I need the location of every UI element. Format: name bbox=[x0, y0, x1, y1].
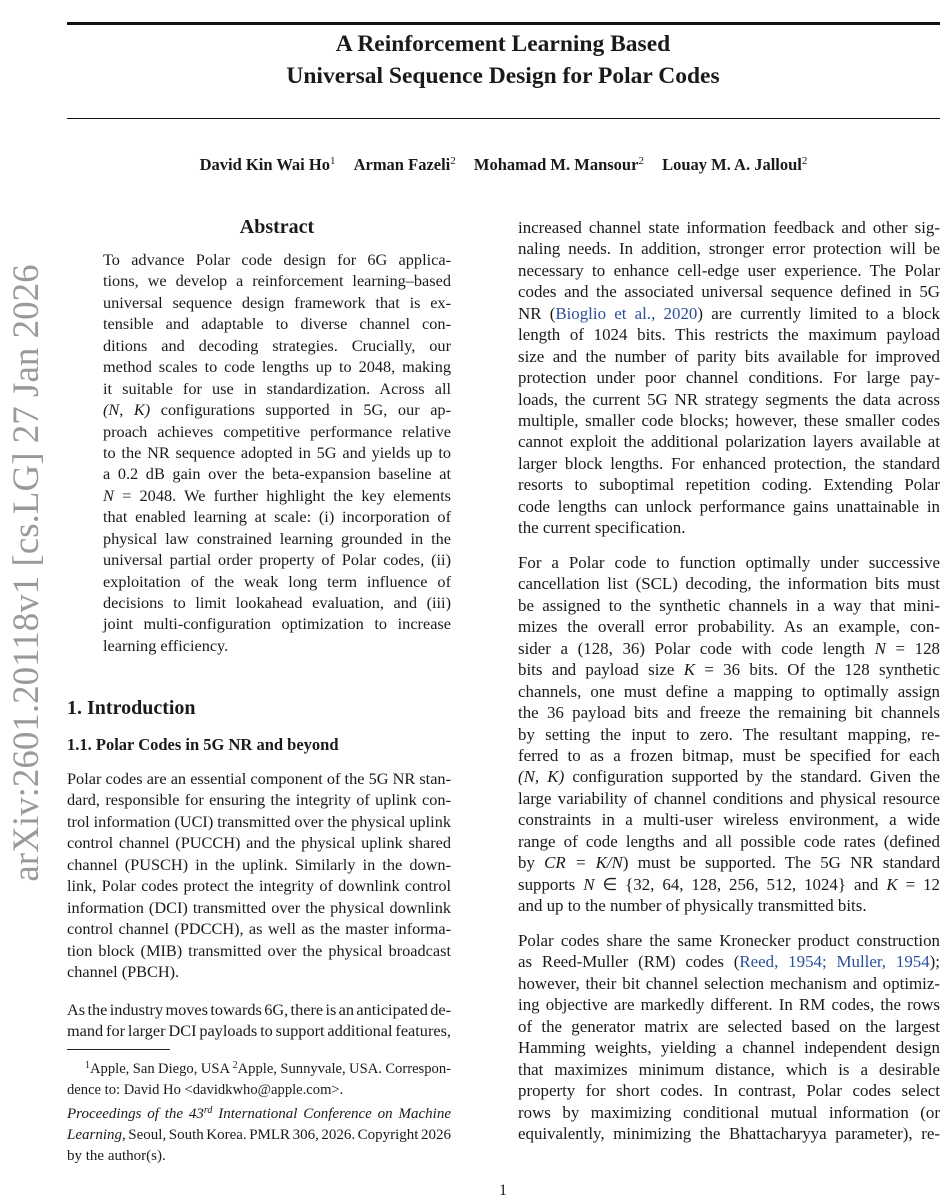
text-line: physical law constrained learning grounded in the bbox=[103, 528, 451, 548]
proceedings-italic: Learning bbox=[67, 1127, 123, 1143]
text-segment: supports bbox=[518, 874, 584, 894]
text-segment: NR ( bbox=[518, 303, 556, 323]
text-segment: ) are currently limited to a block bbox=[697, 303, 940, 323]
text-line bbox=[518, 874, 940, 895]
proceedings-italic: International Conference on Machine bbox=[212, 1106, 451, 1122]
paper-title-line-2: Universal Sequence Design for Polar Codes bbox=[286, 63, 720, 89]
text-line bbox=[518, 852, 940, 873]
text-segment: configuration supported by the standard. Given the bbox=[564, 767, 940, 787]
intro-paragraph-3 bbox=[518, 552, 940, 916]
text-line: that maximizes minimum distance, which is a desirable bbox=[518, 1059, 940, 1079]
intro-paragraph-4 bbox=[518, 930, 940, 1144]
text-line: and up to the number of physically transmitted bits. bbox=[518, 896, 867, 915]
text-line: cannot exploit the additional polarization layers available at bbox=[518, 432, 940, 452]
abstract-heading: Abstract bbox=[239, 216, 315, 238]
text-segment: method scales to code lengths up to 2048, making bbox=[103, 357, 451, 377]
text-line: loads, the current 5G NR strategy segments the data across bbox=[518, 389, 940, 409]
text-line: the 36 payload bits and freeze the remaining bit channels bbox=[518, 703, 940, 723]
title-bottom-rule bbox=[67, 118, 940, 119]
intro-paragraph-1 bbox=[67, 768, 451, 982]
affiliation-mark: 2 bbox=[450, 155, 456, 167]
proceedings-italic: Proceedings of the 43 bbox=[67, 1106, 204, 1122]
text-line: joint multi-configuration optimization to increase bbox=[103, 614, 451, 634]
intro-paragraph-2-continued bbox=[518, 217, 940, 539]
text-line bbox=[518, 638, 940, 659]
text-line: naling needs. In addition, stronger error protection will be bbox=[518, 239, 940, 259]
math-expression: N bbox=[874, 638, 886, 658]
author-name: Louay M. A. Jalloul bbox=[662, 155, 802, 174]
text-line: of the generator matrix are selected based on the largest bbox=[518, 1016, 940, 1036]
text-line: equivalently, minimizing the Bhattacharyya parameter), re- bbox=[518, 1123, 940, 1143]
text-line: proach achieves competitive performance relative bbox=[103, 421, 451, 441]
footnote-line bbox=[67, 1059, 451, 1080]
text-line: mizes the overall error probability. As an example, con- bbox=[518, 617, 940, 637]
abstract-body bbox=[103, 249, 451, 656]
author bbox=[474, 155, 644, 174]
text-line: Hamming weights, yielding a channel independent design bbox=[518, 1038, 940, 1058]
text-line: protection under poor channel conditions. For large pay- bbox=[518, 368, 940, 388]
text-line: For a Polar code to function optimally under successive bbox=[518, 553, 940, 572]
text-line: universal sequence design framework that is ex- bbox=[103, 292, 451, 312]
math-expression: K bbox=[683, 660, 696, 680]
text-line: by setting the input to zero. The resultant mapping, re- bbox=[518, 724, 940, 744]
text-segment: ); bbox=[929, 952, 940, 972]
text-line: control channel (PUCCH) and the physical uplink shared bbox=[67, 833, 451, 853]
text-line bbox=[103, 399, 451, 420]
text-line: ditions and decoding strategies. Crucially, our bbox=[103, 335, 451, 355]
text-segment: sider a (128, 36) Polar code with code length bbox=[518, 638, 875, 658]
text-line: necessary to enhance cell-edge user experience. The Polar bbox=[518, 260, 940, 280]
arxiv-identifier: arXiv:2601.20118v1 [cs.LG] 27 Jan 2026 bbox=[6, 264, 47, 882]
ordinal-suffix: rd bbox=[203, 1105, 213, 1116]
footnote-rule bbox=[67, 1049, 170, 1050]
text-line: length of 1024 bits. This restricts the maximum payload bbox=[518, 325, 940, 345]
math-expression: (N, K) bbox=[103, 400, 151, 420]
author-name: Arman Fazeli bbox=[353, 155, 451, 174]
math-expression: N bbox=[583, 874, 595, 894]
text-line: constraints in a multi-user wireless environment, a wide bbox=[518, 810, 940, 830]
math-expression: K bbox=[886, 874, 898, 894]
text-line: rows by maximizing conditional mutual information (or bbox=[518, 1102, 940, 1122]
text-segment: as Reed-Muller (RM) codes ( bbox=[518, 952, 740, 972]
text-line: learning efficiency. bbox=[103, 635, 229, 655]
text-line: channel (PUSCH) in the uplink. Similarly in the down- bbox=[67, 854, 451, 874]
text-line: To advance Polar code design for 6G applica- bbox=[103, 250, 451, 269]
text-line: ferred to as a frozen bitmap, must be specified for each bbox=[518, 745, 940, 765]
proceedings-line: by the author(s). bbox=[67, 1148, 166, 1164]
text-line: range of code lengths and all possible code rates (defined bbox=[518, 831, 940, 851]
author-name: David Kin Wai Ho bbox=[199, 155, 330, 174]
proceedings-text: , Seoul, South Korea. PMLR 306, 2026. Copyright 2026 bbox=[122, 1127, 451, 1143]
author bbox=[354, 155, 456, 174]
author-name: Mohamad M. Mansour bbox=[473, 155, 639, 174]
text-line: ing objective are markedly different. In RM codes, the rows bbox=[518, 995, 940, 1015]
text-line: As the industry moves towards 6G, there is an anticipated de- bbox=[67, 1000, 451, 1019]
author-list bbox=[67, 155, 940, 175]
text-line: decisions to limit lookahead evaluation, and (iii) bbox=[103, 593, 451, 612]
author bbox=[662, 155, 807, 174]
section-heading-introduction: 1. Introduction bbox=[67, 697, 196, 719]
text-line: exploitation of the weak long term influence of bbox=[103, 571, 451, 591]
text-segment: by bbox=[518, 853, 545, 873]
math-expression: N bbox=[103, 485, 114, 505]
text-segment: = 12 bbox=[897, 874, 940, 894]
text-line: the current specification. bbox=[518, 518, 686, 538]
text-segment: ∈ {32, 64, 128, 256, 512, 1024} and bbox=[594, 874, 887, 894]
paper-title-line-1: A Reinforcement Learning Based bbox=[335, 31, 671, 57]
affiliation-mark: 2 bbox=[801, 155, 808, 167]
page-number: 1 bbox=[499, 1182, 507, 1199]
text-line: tions, we develop a reinforcement learning–based bbox=[103, 271, 451, 291]
text-line: Polar codes are an essential component of the 5G NR stan- bbox=[67, 769, 451, 788]
text-line: it suitable for use in standardization. Across all bbox=[103, 378, 451, 398]
text-line: larger block lengths. For enhanced protection, the standard bbox=[518, 453, 940, 473]
text-line: tion block (MIB) transmitted over the physical broadcast bbox=[67, 940, 451, 960]
text-segment: = 128 bbox=[885, 638, 941, 658]
text-segment: configurations supported in 5G, our ap- bbox=[150, 400, 451, 420]
text-line: dard, responsible for ensuring the integrity of uplink con- bbox=[67, 790, 451, 810]
text-line bbox=[518, 303, 940, 324]
text-line: however, their bit channel selection mechanism and optimiz- bbox=[518, 973, 940, 993]
intro-paragraph-2 bbox=[67, 999, 451, 1042]
footnote-mark: 2 bbox=[232, 1060, 238, 1071]
proceedings-line bbox=[67, 1125, 451, 1146]
text-line bbox=[103, 485, 451, 506]
text-line: property for short codes. In contrast, Polar codes select bbox=[518, 1081, 940, 1101]
text-line: be assigned to the synthetic channels in a way that mini- bbox=[518, 595, 940, 615]
text-segment: bits and payload size bbox=[518, 660, 684, 680]
author bbox=[200, 155, 336, 174]
text-line: mand for larger DCI payloads to support additional features, bbox=[67, 1021, 451, 1041]
text-line: size and the number of parity bits available for improved bbox=[518, 346, 940, 366]
text-line bbox=[518, 766, 940, 787]
top-rule bbox=[67, 22, 940, 25]
text-line: tensible and adaptable to diverse channel con- bbox=[103, 314, 451, 334]
proceedings-line bbox=[67, 1104, 451, 1125]
text-line: control channel (PDCCH), as well as the master informa- bbox=[67, 919, 451, 939]
text-line bbox=[518, 951, 940, 972]
text-line: to the NR sequence adopted in 5G and yields up to bbox=[103, 442, 451, 462]
text-line: universal partial order property of Polar codes, (ii) bbox=[103, 550, 451, 570]
text-line: channels, one must define a mapping to optimally assign bbox=[518, 681, 940, 701]
affiliation-text: Apple, Sunnyvale, USA. Correspon- bbox=[237, 1061, 451, 1077]
text-line: large variability of channel conditions and physical resource bbox=[518, 788, 940, 808]
text-line: that enabled learning at scale: (i) incorporation of bbox=[103, 507, 451, 527]
text-line: a 0.2 dB gain over the beta-expansion baseline at bbox=[103, 464, 451, 484]
subsection-heading: 1.1. Polar Codes in 5G NR and beyond bbox=[67, 735, 339, 754]
citation-link[interactable]: Reed, 1954; Muller, 1954 bbox=[739, 952, 930, 972]
citation-link[interactable]: Bioglio et al., 2020 bbox=[555, 303, 698, 323]
text-line bbox=[103, 356, 451, 377]
text-line: increased channel state information feedback and other sig- bbox=[518, 218, 940, 237]
text-line: link, Polar codes protect the integrity of downlink control bbox=[67, 876, 451, 896]
affiliation-text: Apple, San Diego, USA bbox=[90, 1061, 233, 1077]
text-line: multiple, smaller code blocks; however, these smaller codes bbox=[518, 410, 940, 430]
text-line: code lengths can unlock performance gains unattainable in bbox=[518, 496, 940, 516]
math-expression: (N, K) bbox=[518, 767, 565, 787]
text-segment: ) must be supported. The 5G NR standard bbox=[622, 853, 941, 873]
text-line: channel (PBCH). bbox=[67, 961, 180, 981]
text-line: Polar codes share the same Kronecker product construction bbox=[518, 931, 940, 950]
math-expression: CR = K/N bbox=[544, 853, 623, 873]
text-line: cancellation list (SCL) decoding, the information bits must bbox=[518, 574, 940, 594]
footnote-area bbox=[67, 1059, 451, 1167]
footnote-mark: 1 bbox=[85, 1060, 90, 1071]
text-segment: = 2048. We further highlight the key elements bbox=[113, 485, 451, 505]
footnote-correspondence: dence to: David Ho <davidkwho@apple.com>. bbox=[67, 1082, 344, 1098]
text-line: resorts to suboptimal repetition coding. Extending Polar bbox=[518, 475, 940, 495]
text-line: information (DCI) transmitted over the physical downlink bbox=[67, 897, 451, 917]
text-segment: = 36 bits. Of the 128 synthetic bbox=[695, 660, 940, 680]
text-line: trol information (UCI) transmitted over the physical uplink bbox=[67, 811, 451, 831]
affiliation-mark: 1 bbox=[329, 155, 336, 167]
text-line: codes and the associated universal sequence defined in 5G bbox=[518, 282, 940, 302]
text-line bbox=[518, 659, 940, 680]
affiliation-mark: 2 bbox=[638, 155, 644, 167]
